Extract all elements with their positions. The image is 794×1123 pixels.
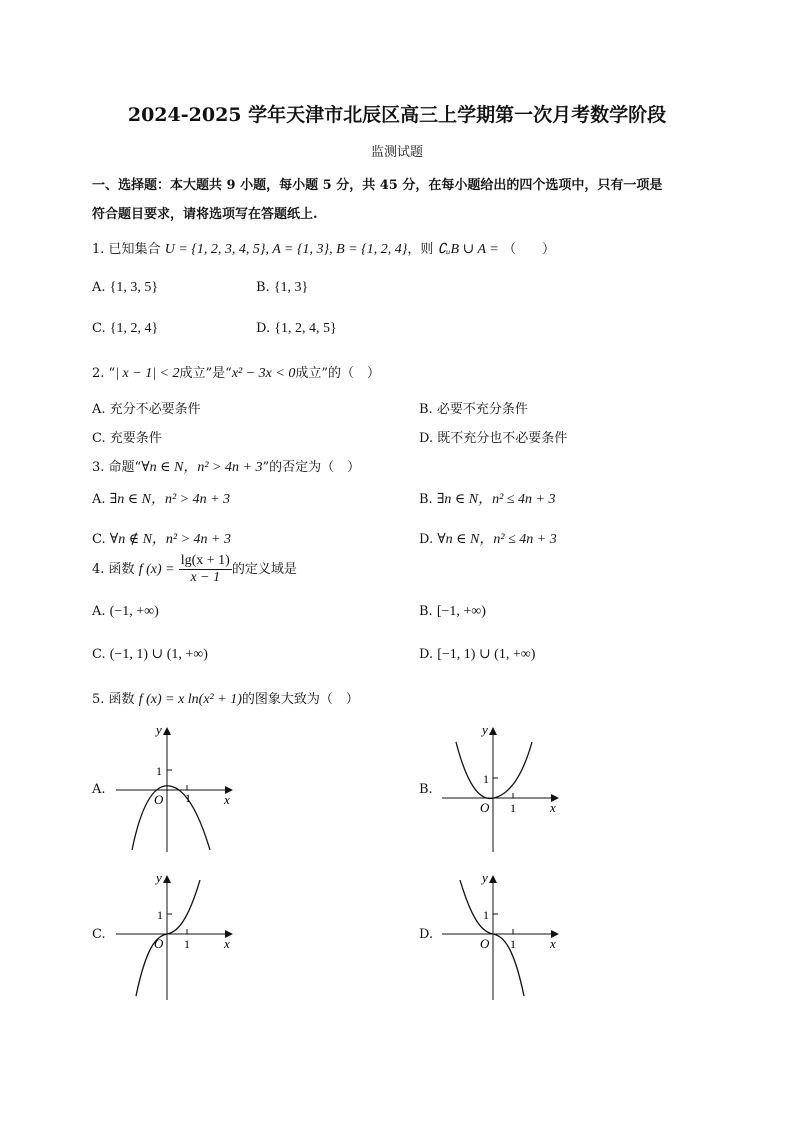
x-tick-label: 1 (510, 801, 516, 815)
y-label: y (482, 722, 488, 737)
question-3-option-c[interactable] (92, 528, 231, 548)
x-label: x (550, 936, 556, 951)
question-number: 3. (92, 460, 105, 475)
graph-option-c[interactable] (112, 868, 242, 1003)
question-4-option-d[interactable] (419, 646, 535, 663)
question-math: ∁ᵤB ∪ A = (437, 242, 499, 257)
question-math: f (x) = x ln(x² + 1) (138, 692, 242, 707)
question-5-option-c-label[interactable]: C. (92, 927, 106, 942)
section-instructions-line2: 符合题目要求，请将选项写在答题纸上. (92, 207, 318, 222)
question-5-option-d-label[interactable]: D. (419, 927, 434, 942)
option-text: {1, 3, 5} (109, 280, 159, 295)
question-4 (92, 553, 297, 586)
question-text: 成立”是“ (179, 366, 232, 381)
question-5-option-a-label[interactable]: A. (92, 782, 106, 797)
question-1-option-d[interactable] (256, 321, 337, 337)
curve (456, 742, 532, 799)
option-label: D. (256, 321, 271, 336)
fraction-denominator: x − 1 (190, 570, 221, 585)
graph-option-a[interactable] (112, 720, 242, 855)
question-text: ，则 (407, 242, 434, 257)
option-label: C. (92, 431, 106, 446)
question-2-option-a[interactable] (92, 398, 201, 417)
graph-option-b[interactable] (438, 720, 568, 855)
option-label: B. (419, 402, 433, 417)
option-label: A. (92, 402, 106, 417)
question-1-option-b[interactable] (256, 280, 308, 296)
page-title: 2024-2025 学年天津市北辰区高三上学期第一次月考数学阶段 (127, 104, 667, 126)
question-number: 4. (92, 562, 105, 577)
question-text: 已知集合 (108, 242, 161, 257)
option-text: [−1, 1) ∪ (1, +∞) (437, 647, 536, 662)
question-text: 函数 (108, 692, 135, 707)
option-text: 必要不充分条件 (436, 402, 528, 417)
x-tick-label: 1 (510, 937, 516, 951)
origin-label: O (480, 936, 490, 951)
option-text: ∃n ∈ N，n² > 4n + 3 (109, 492, 231, 507)
option-text: (−1, +∞) (109, 604, 159, 619)
option-text: 既不充分也不必要条件 (437, 431, 568, 446)
question-2-option-d[interactable] (419, 427, 567, 446)
question-3-option-b[interactable] (419, 488, 555, 508)
fraction (179, 553, 232, 586)
option-text: {1, 2, 4} (109, 321, 159, 336)
option-text: {1, 2, 4, 5} (274, 321, 337, 336)
option-label: A. (92, 604, 106, 619)
option-label: C. (92, 321, 106, 336)
page-subtitle: 监测试题 (370, 145, 423, 160)
y-label: y (156, 870, 162, 885)
question-text: 的图象大致为（ ） (241, 692, 359, 707)
question-5 (92, 688, 359, 708)
y-tick-label: 1 (156, 764, 162, 778)
y-label: y (482, 870, 488, 885)
question-1-option-a[interactable] (92, 280, 158, 296)
question-math: f (x) = (138, 562, 175, 577)
option-label: C. (92, 647, 106, 662)
option-label: D. (419, 647, 434, 662)
question-1 (92, 238, 555, 258)
question-5-option-b-label[interactable]: B. (419, 782, 433, 797)
x-label: x (224, 936, 230, 951)
option-label: B. (419, 492, 433, 507)
y-tick-label: 1 (157, 908, 163, 922)
question-2-option-b[interactable] (419, 398, 528, 417)
option-label: A. (92, 280, 106, 295)
option-text: ∀n ∈ N，n² ≤ 4n + 3 (437, 532, 557, 547)
question-4-option-a[interactable] (92, 604, 159, 620)
option-text: 充要条件 (109, 431, 162, 446)
question-math: U = {1, 2, 3, 4, 5}, A = {1, 3}, B = {1, 2, 4} (164, 242, 408, 257)
origin-label: O (154, 792, 164, 807)
question-text: ”的否定为（ ） (262, 460, 361, 475)
question-2-option-c[interactable] (92, 427, 162, 446)
question-text: 命题“ (108, 460, 142, 475)
option-text: ∀n ∉ N，n² > 4n + 3 (109, 532, 232, 547)
question-text: “ (108, 366, 116, 381)
origin-label: O (480, 800, 490, 815)
origin-label: O (154, 936, 164, 951)
section-instructions-line1: 一、选择题：本大题共 9 小题，每小题 5 分，共 45 分，在每小题给出的四个选项中，只有一项是 (92, 178, 663, 193)
option-text: {1, 3} (273, 280, 309, 295)
question-math: ∀n ∈ N，n² > 4n + 3 (141, 460, 263, 475)
option-label: B. (256, 280, 270, 295)
x-label: x (550, 800, 556, 815)
y-tick-label: 1 (483, 772, 489, 786)
question-3-option-d[interactable] (419, 528, 557, 548)
question-3 (92, 456, 360, 476)
question-math: x² − 3x < 0 (231, 366, 296, 381)
question-text: 的定义域是 (231, 562, 297, 577)
question-text: 函数 (108, 562, 135, 577)
curve (136, 880, 200, 996)
option-text: 充分不必要条件 (109, 402, 201, 417)
fraction-numerator: lg(x + 1) (180, 553, 230, 568)
question-2 (92, 362, 380, 382)
question-number: 2. (92, 366, 105, 381)
option-label: B. (419, 604, 433, 619)
y-label: y (156, 722, 162, 737)
question-number: 5. (92, 692, 105, 707)
y-tick-label: 1 (483, 908, 489, 922)
option-text: [−1, +∞) (436, 604, 486, 619)
question-text: 成立”的（ ） (295, 366, 380, 381)
x-tick-label: 1 (185, 791, 191, 805)
question-math: | x − 1| < 2 (115, 366, 180, 381)
option-label: A. (92, 492, 106, 507)
option-label: D. (419, 431, 434, 446)
question-4-option-b[interactable] (419, 604, 486, 620)
question-3-option-a[interactable] (92, 488, 230, 508)
curve (132, 786, 210, 850)
answer-blank: （ ） (502, 242, 555, 257)
question-1-option-c[interactable] (92, 321, 158, 337)
x-label: x (224, 792, 230, 807)
x-tick-label: 1 (184, 937, 190, 951)
option-label: C. (92, 532, 106, 547)
option-label: D. (419, 532, 434, 547)
option-text: (−1, 1) ∪ (1, +∞) (109, 647, 208, 662)
option-text: ∃n ∈ N，n² ≤ 4n + 3 (436, 492, 556, 507)
question-4-option-c[interactable] (92, 646, 208, 663)
question-number: 1. (92, 242, 105, 257)
graph-option-d[interactable] (438, 868, 568, 1003)
